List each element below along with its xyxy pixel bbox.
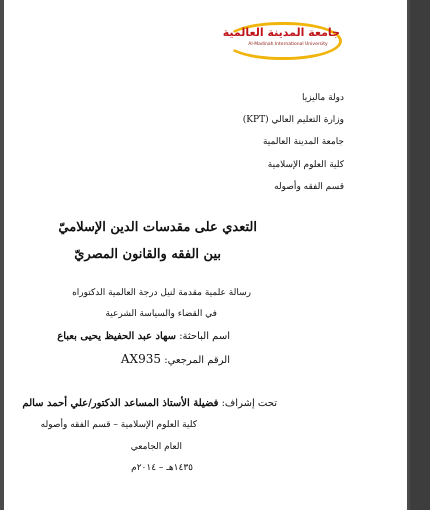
researcher-line: [57, 331, 230, 342]
logo-arabic-text: جامعة المدينة العالمية: [222, 26, 340, 39]
supervisor-line: [22, 398, 277, 409]
thesis-purpose-line1: رسالة علمية مقدمة لنيل درجة العالمية الدكتوراه: [72, 288, 251, 298]
reference-label: الرقم المرجعي:: [164, 355, 230, 366]
faculty-department-line: كلية العلوم الإسلامية – قسم الفقه وأصوله: [40, 420, 197, 430]
header-faculty: كلية العلوم الإسلامية: [267, 160, 344, 170]
header-department: قسم الفقه وأصوله: [274, 182, 344, 192]
reference-number: AX935: [120, 352, 162, 366]
supervisor-name: فضيلة الأستاذ المساعد الدكتور/علي أحمد سالم: [22, 398, 219, 409]
header-country: دولة ماليزيا: [301, 93, 344, 103]
thesis-title-line1: التعدي على مقدسات الدين الإسلاميّ: [58, 220, 257, 235]
logo-english-text: Al-Madinah International University: [248, 42, 328, 47]
viewer-scrollbar[interactable]: [410, 0, 430, 510]
university-logo: [224, 20, 344, 60]
document-page: [4, 0, 407, 510]
researcher-label: اسم الباحثة:: [179, 331, 230, 342]
academic-year-value: ١٤٣٥هـ – ٢٠١٤م: [131, 463, 193, 473]
academic-year-label: العام الجامعي: [130, 442, 182, 452]
header-ministry: وزارة التعليم العالي (KPT): [242, 115, 344, 125]
reference-line: [121, 352, 230, 366]
supervisor-label: تحت إشراف:: [221, 398, 277, 409]
thesis-purpose-line2: في القضاء والسياسة الشرعية: [105, 309, 217, 319]
header-university: جامعة المدينة العالمية: [262, 137, 344, 147]
thesis-title-line2: بين الفقه والقانون المصريّ: [74, 247, 221, 262]
researcher-name: سهاد عبد الحفيظ يحيى بعباع: [57, 331, 176, 342]
